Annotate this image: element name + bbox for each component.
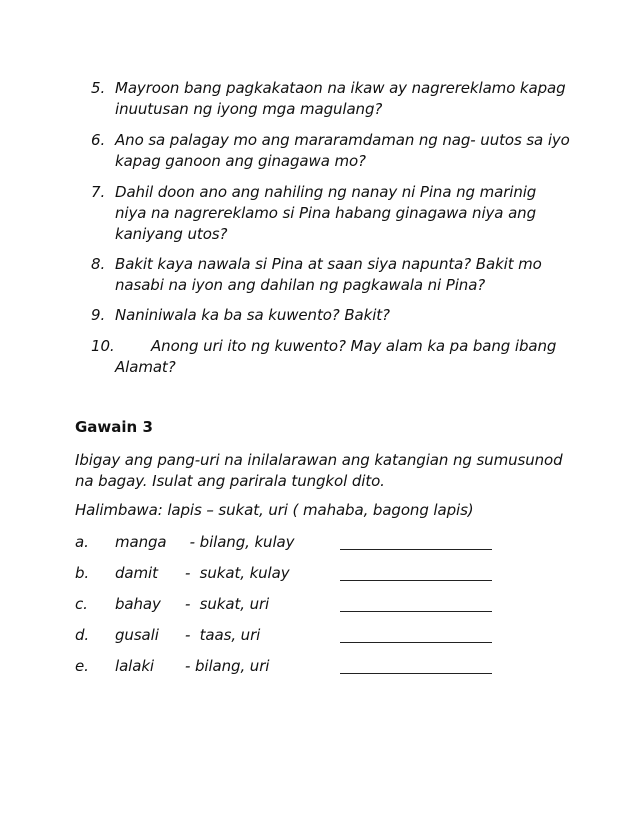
item-word: lalaki (115, 657, 154, 675)
section-heading: Gawain 3 (75, 418, 153, 436)
question-item (91, 336, 571, 378)
section-instruction: Ibigay ang pang-uri na inilalarawan ang katangian ng sumusunod na bagay. Isulat ang parirala tungkol dito. (75, 451, 563, 490)
exercise-item (75, 594, 515, 615)
answer-blank[interactable] (340, 673, 492, 674)
item-attributes: - sukat, uri (185, 595, 270, 613)
question-text: Dahil doon ano ang nahiling ng nanay ni Pina ng marinig niya na nagrereklamo si Pina habang ginagawa niya ang kaniyang utos? (115, 183, 537, 243)
answer-blank[interactable] (340, 549, 492, 550)
question-number: 6. (91, 131, 106, 149)
question-number: 8. (91, 255, 106, 273)
item-attributes: - bilang, kulay (185, 533, 295, 551)
item-letter: d. (75, 626, 90, 644)
item-attributes: - bilang, uri (185, 657, 270, 675)
question-number: 10. (91, 337, 115, 355)
question-number: 7. (91, 183, 106, 201)
question-item (91, 78, 571, 120)
answer-blank[interactable] (340, 642, 492, 643)
item-attributes: - taas, uri (185, 626, 261, 644)
item-word: damit (115, 564, 158, 582)
item-letter: b. (75, 564, 90, 582)
question-number: 5. (91, 79, 106, 97)
question-item (91, 305, 571, 326)
question-item (91, 254, 571, 296)
question-item (91, 182, 571, 245)
exercise-item (75, 656, 515, 677)
question-text: Ano sa palagay mo ang mararamdaman ng nag- uutos sa iyo kapag ganoon ang ginagawa mo? (115, 131, 570, 170)
question-text: Mayroon bang pagkakataon na ikaw ay nagrereklamo kapag inuutusan ng iyong mga magulang? (115, 79, 566, 118)
question-text: Naniniwala ka ba sa kuwento? Bakit? (115, 306, 390, 324)
item-word: bahay (115, 595, 161, 613)
item-letter: c. (75, 595, 88, 613)
exercise-item (75, 625, 515, 646)
question-number: 9. (91, 306, 106, 324)
answer-blank[interactable] (340, 580, 492, 581)
question-item (91, 130, 571, 172)
question-text: Anong uri ito ng kuwento? May alam ka pa bang ibang Alamat? (115, 337, 557, 376)
section-example: Halimbawa: lapis – sukat, uri ( mahaba, bagong lapis) (75, 501, 474, 519)
item-letter: a. (75, 533, 89, 551)
exercise-item (75, 563, 515, 584)
answer-blank[interactable] (340, 611, 492, 612)
item-attributes: - sukat, kulay (185, 564, 290, 582)
question-text: Bakit kaya nawala si Pina at saan siya napunta? Bakit mo nasabi na iyon ang dahilan ng pagkawala ni Pina? (115, 255, 542, 294)
item-letter: e. (75, 657, 89, 675)
item-word: manga (115, 533, 167, 551)
item-word: gusali (115, 626, 159, 644)
exercise-item (75, 532, 515, 553)
